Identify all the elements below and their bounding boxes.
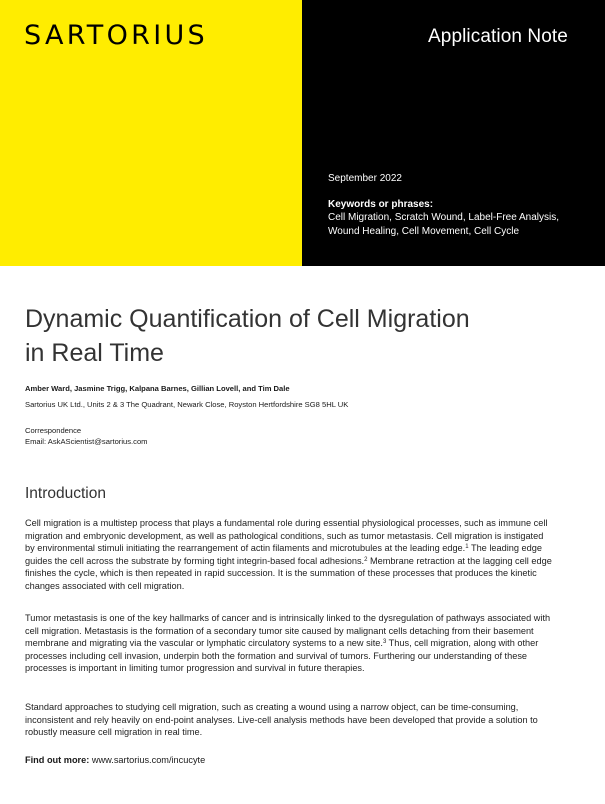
page-title <box>25 302 585 370</box>
introduction-heading: Introduction <box>25 485 106 502</box>
intro-paragraph-2 <box>25 612 555 675</box>
intro-p1-text-b: The leading edge guides the cell across the substrate by forming tight integrin-based focal adhesions. <box>25 543 542 566</box>
intro-paragraph-1 <box>25 517 555 593</box>
intro-p2-text-b: Thus, cell migration, along with other processes including cell invasion, underpin both the formation and survival of tumors. Furthering our understanding of these processes is important in limiting tumor progression and survival in future therapies. <box>25 638 539 674</box>
sartorius-logo: SARTORIUS <box>24 20 208 51</box>
intro-paragraph-3: Standard approaches to studying cell migration, such as creating a wound using a narrow object, can be time-consuming, inconsistent and rely heavily on end-point analyses. Live-cell analysis methods have been developed that provide a solution to robustly measure cell migration in real time. <box>25 702 538 738</box>
keywords-list: Cell Migration, Scratch Wound, Label-Free Analysis, Wound Healing, Cell Movement, Cell Cycle <box>328 212 560 237</box>
citation-2: 2 <box>364 556 368 563</box>
title-line-2: in Real Time <box>25 339 164 367</box>
header-black-panel <box>302 0 605 266</box>
title-line-1: Dynamic Quantification of Cell Migration <box>25 305 470 333</box>
find-out-more-label: Find out more: <box>25 755 90 765</box>
document-type: Application Note <box>428 26 568 47</box>
find-out-more <box>25 755 205 765</box>
intro-p1-text-c: Membrane retraction at the lagging cell edge finishes the cycle, which is then repeated in rapid succession. It is the summation of these processes that produces the kinetic changes associated with cell migration. <box>25 555 552 591</box>
find-out-more-link[interactable]: www.sartorius.com/incucyte <box>91 755 206 765</box>
affiliation: Sartorius UK Ltd., Units 2 & 3 The Quadrant, Newark Close, Royston Hertfordshire SG8 5HL UK <box>25 400 349 409</box>
header-yellow-panel <box>0 0 302 266</box>
correspondence-email[interactable]: Email: AskAScientist@sartorius.com <box>25 437 148 446</box>
citation-1: 1 <box>465 544 469 551</box>
intro-p2-text-a: Tumor metastasis is one of the key hallmarks of cancer and is intrinsically linked to the dysregulation of pathways associated with cell migration. Metastasis is the formation of a secondary tumor site caused by malignant cells detaching from their basement membrane and migrating via the vascular or lymphatic circulatory systems to a new site. <box>25 613 551 649</box>
correspondence-label: Correspondence <box>25 426 82 435</box>
citation-3: 3 <box>382 639 387 646</box>
intro-p1-text-a: Cell migration is a multistep process that plays a fundamental role during essential physiological processes, such as immune cell migration and embryonic development, as well as pathological conditions, such as tumor metastasis. Cell migration is instigated by environmental stimuli initiating the rearrangement of actin filaments and microtubules at the leading edge. <box>25 518 548 554</box>
author-list: Amber Ward, Jasmine Trigg, Kalpana Barnes, Gillian Lovell, and Tim Dale <box>25 384 290 393</box>
publication-date: September 2022 <box>328 173 402 184</box>
keywords-heading: Keywords or phrases: <box>328 199 434 210</box>
